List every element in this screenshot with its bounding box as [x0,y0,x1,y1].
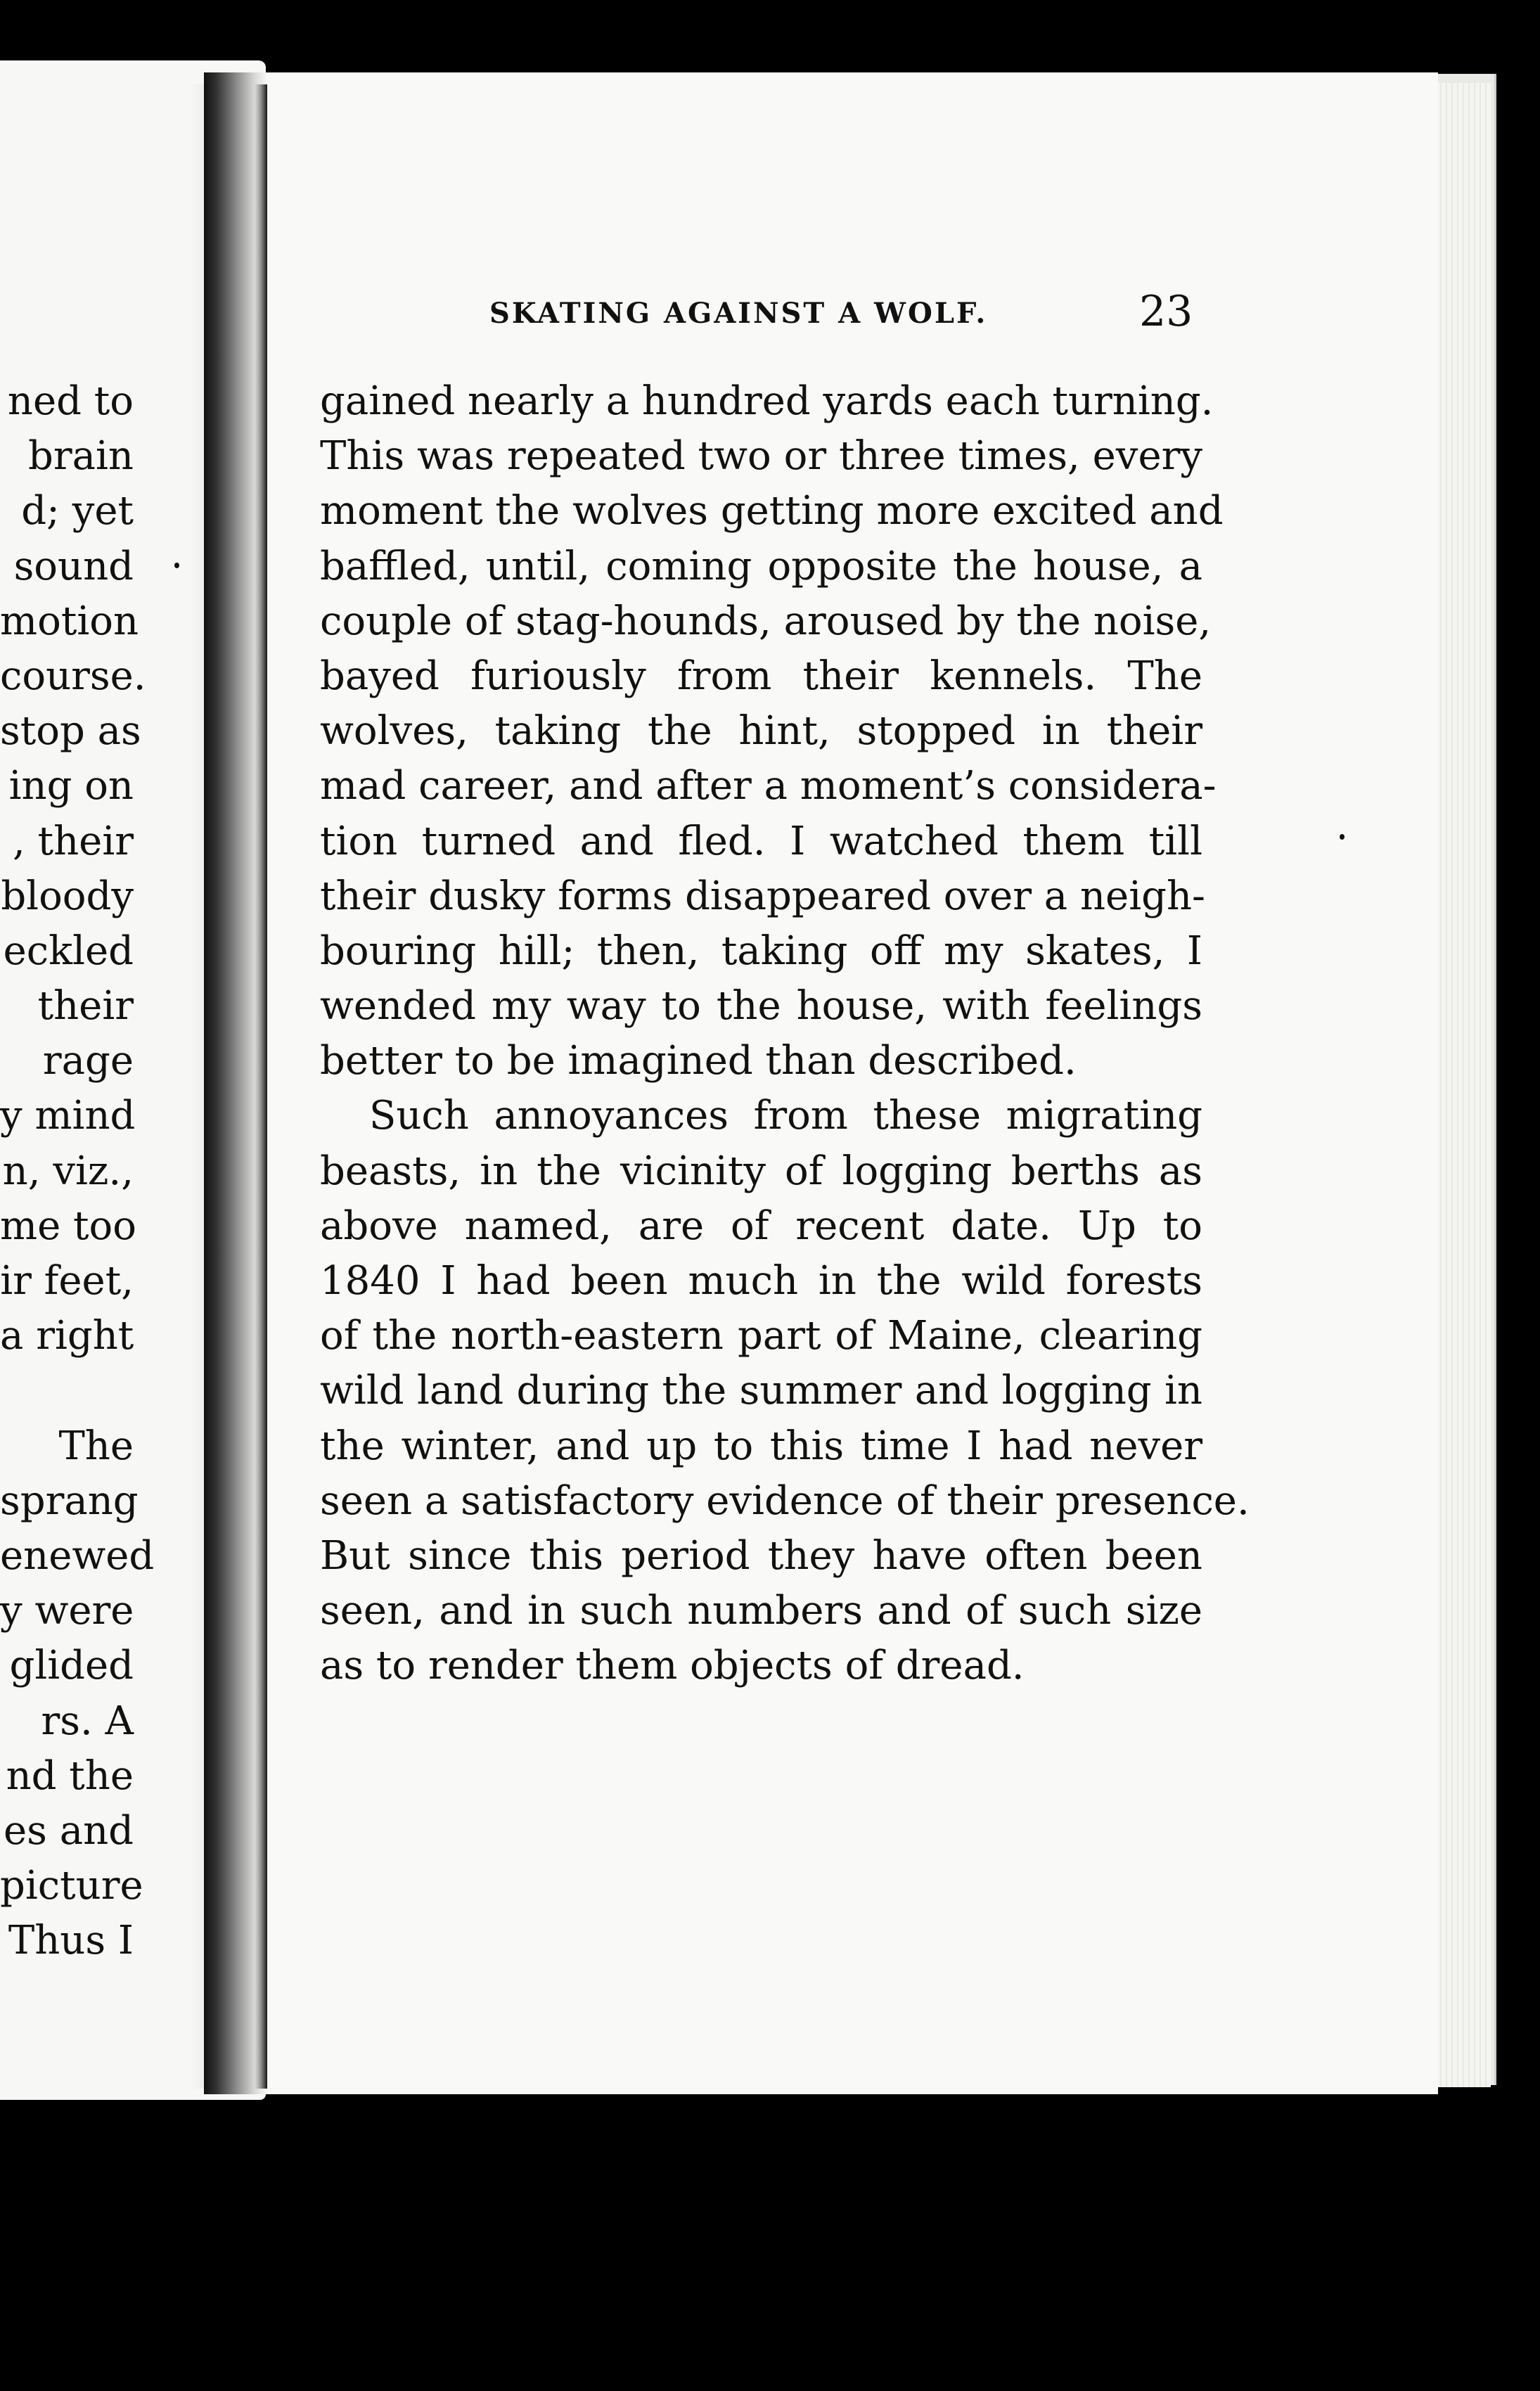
left-text-line: course. [0,653,146,699]
left-text-line: n, viz., [2,1148,134,1194]
left-page-text [0,374,155,1968]
left-text-line: their [37,983,134,1030]
text-line: wild land during the summer and logging in [320,1368,1202,1414]
text-line: beasts, in the vicinity of logging berths as [320,1148,1202,1194]
text-line: This was repeated two or three times, every [320,433,1202,480]
left-text-line: a right [0,1313,134,1359]
left-text-line: stop as [0,708,141,755]
left-text-line: sprang [0,1477,139,1524]
text-line: their dusky forms disappeared over a neigh- [320,873,1205,919]
left-text-line: glided [9,1643,134,1689]
left-text-line: nd the [6,1752,134,1799]
left-text-line: ned to [7,378,134,424]
left-text-line: enewed [0,1532,155,1579]
left-text-line: , their [13,818,134,864]
left-text-line: rs. A [41,1698,134,1744]
text-line: wended my way to the house, with feelings [320,983,1202,1030]
text-line: But since this period they have often been [320,1532,1202,1579]
left-text-line: Thus I [8,1918,134,1964]
text-line: Such annoyances from these migrating [369,1093,1202,1139]
left-text-line: picture [0,1863,143,1909]
text-line: better to be imagined than described. [320,1038,1077,1084]
text-line: above named, are of recent date. Up to [320,1203,1202,1249]
text-line: wolves, taking the hint, stopped in their [320,708,1202,755]
text-line: of the north-eastern part of Maine, clearing [320,1313,1202,1359]
left-text-line: The [58,1423,134,1469]
text-line: couple of stag-hounds, aroused by the noise, [320,598,1212,644]
left-text-line [0,1364,134,1418]
left-text-line: sound [13,543,134,589]
scan-speck [1340,834,1345,840]
text-line: the winter, and up to this time I had never [320,1423,1202,1469]
page-number: 23 [1139,287,1193,336]
left-text-line: y were [0,1588,134,1634]
text-line: baffled, until, coming opposite the house, a [320,543,1202,589]
running-head: SKATING AGAINST A WOLF. [489,297,988,330]
left-text-line: ing on [8,763,134,809]
left-text-line: d; yet [21,488,134,534]
text-line: gained nearly a hundred yards each turning. [320,378,1214,424]
text-line: seen a satisfactory evidence of their presence. [320,1477,1250,1524]
body-text [320,374,1250,1694]
text-line: mad career, and after a moment’s considera- [320,763,1217,809]
left-text-line: bloody [1,873,134,919]
spine-shadow [204,72,267,2094]
text-line: seen, and in such numbers and of such size [320,1588,1202,1634]
left-text-line: es and [4,1807,134,1854]
text-line: moment the wolves getting more excited and [320,488,1224,534]
text-line: as to render them objects of dread. [320,1643,1025,1689]
text-line: bayed furiously from their kennels. The [320,653,1202,699]
left-text-line: y mind [0,1093,136,1139]
left-text-line: eckled [3,928,134,974]
left-text-line: motion [0,598,139,644]
scan-speck [174,563,179,568]
text-line: tion turned and fled. I watched them till [320,818,1202,864]
left-text-line: rage [42,1038,134,1084]
text-line: 1840 I had been much in the wild forests [320,1258,1202,1304]
left-text-line: me too [0,1203,136,1249]
text-line: bouring hill; then, taking off my skates, I [320,928,1202,974]
left-text-line: ir feet, [0,1258,134,1304]
left-text-line: brain [28,433,134,480]
